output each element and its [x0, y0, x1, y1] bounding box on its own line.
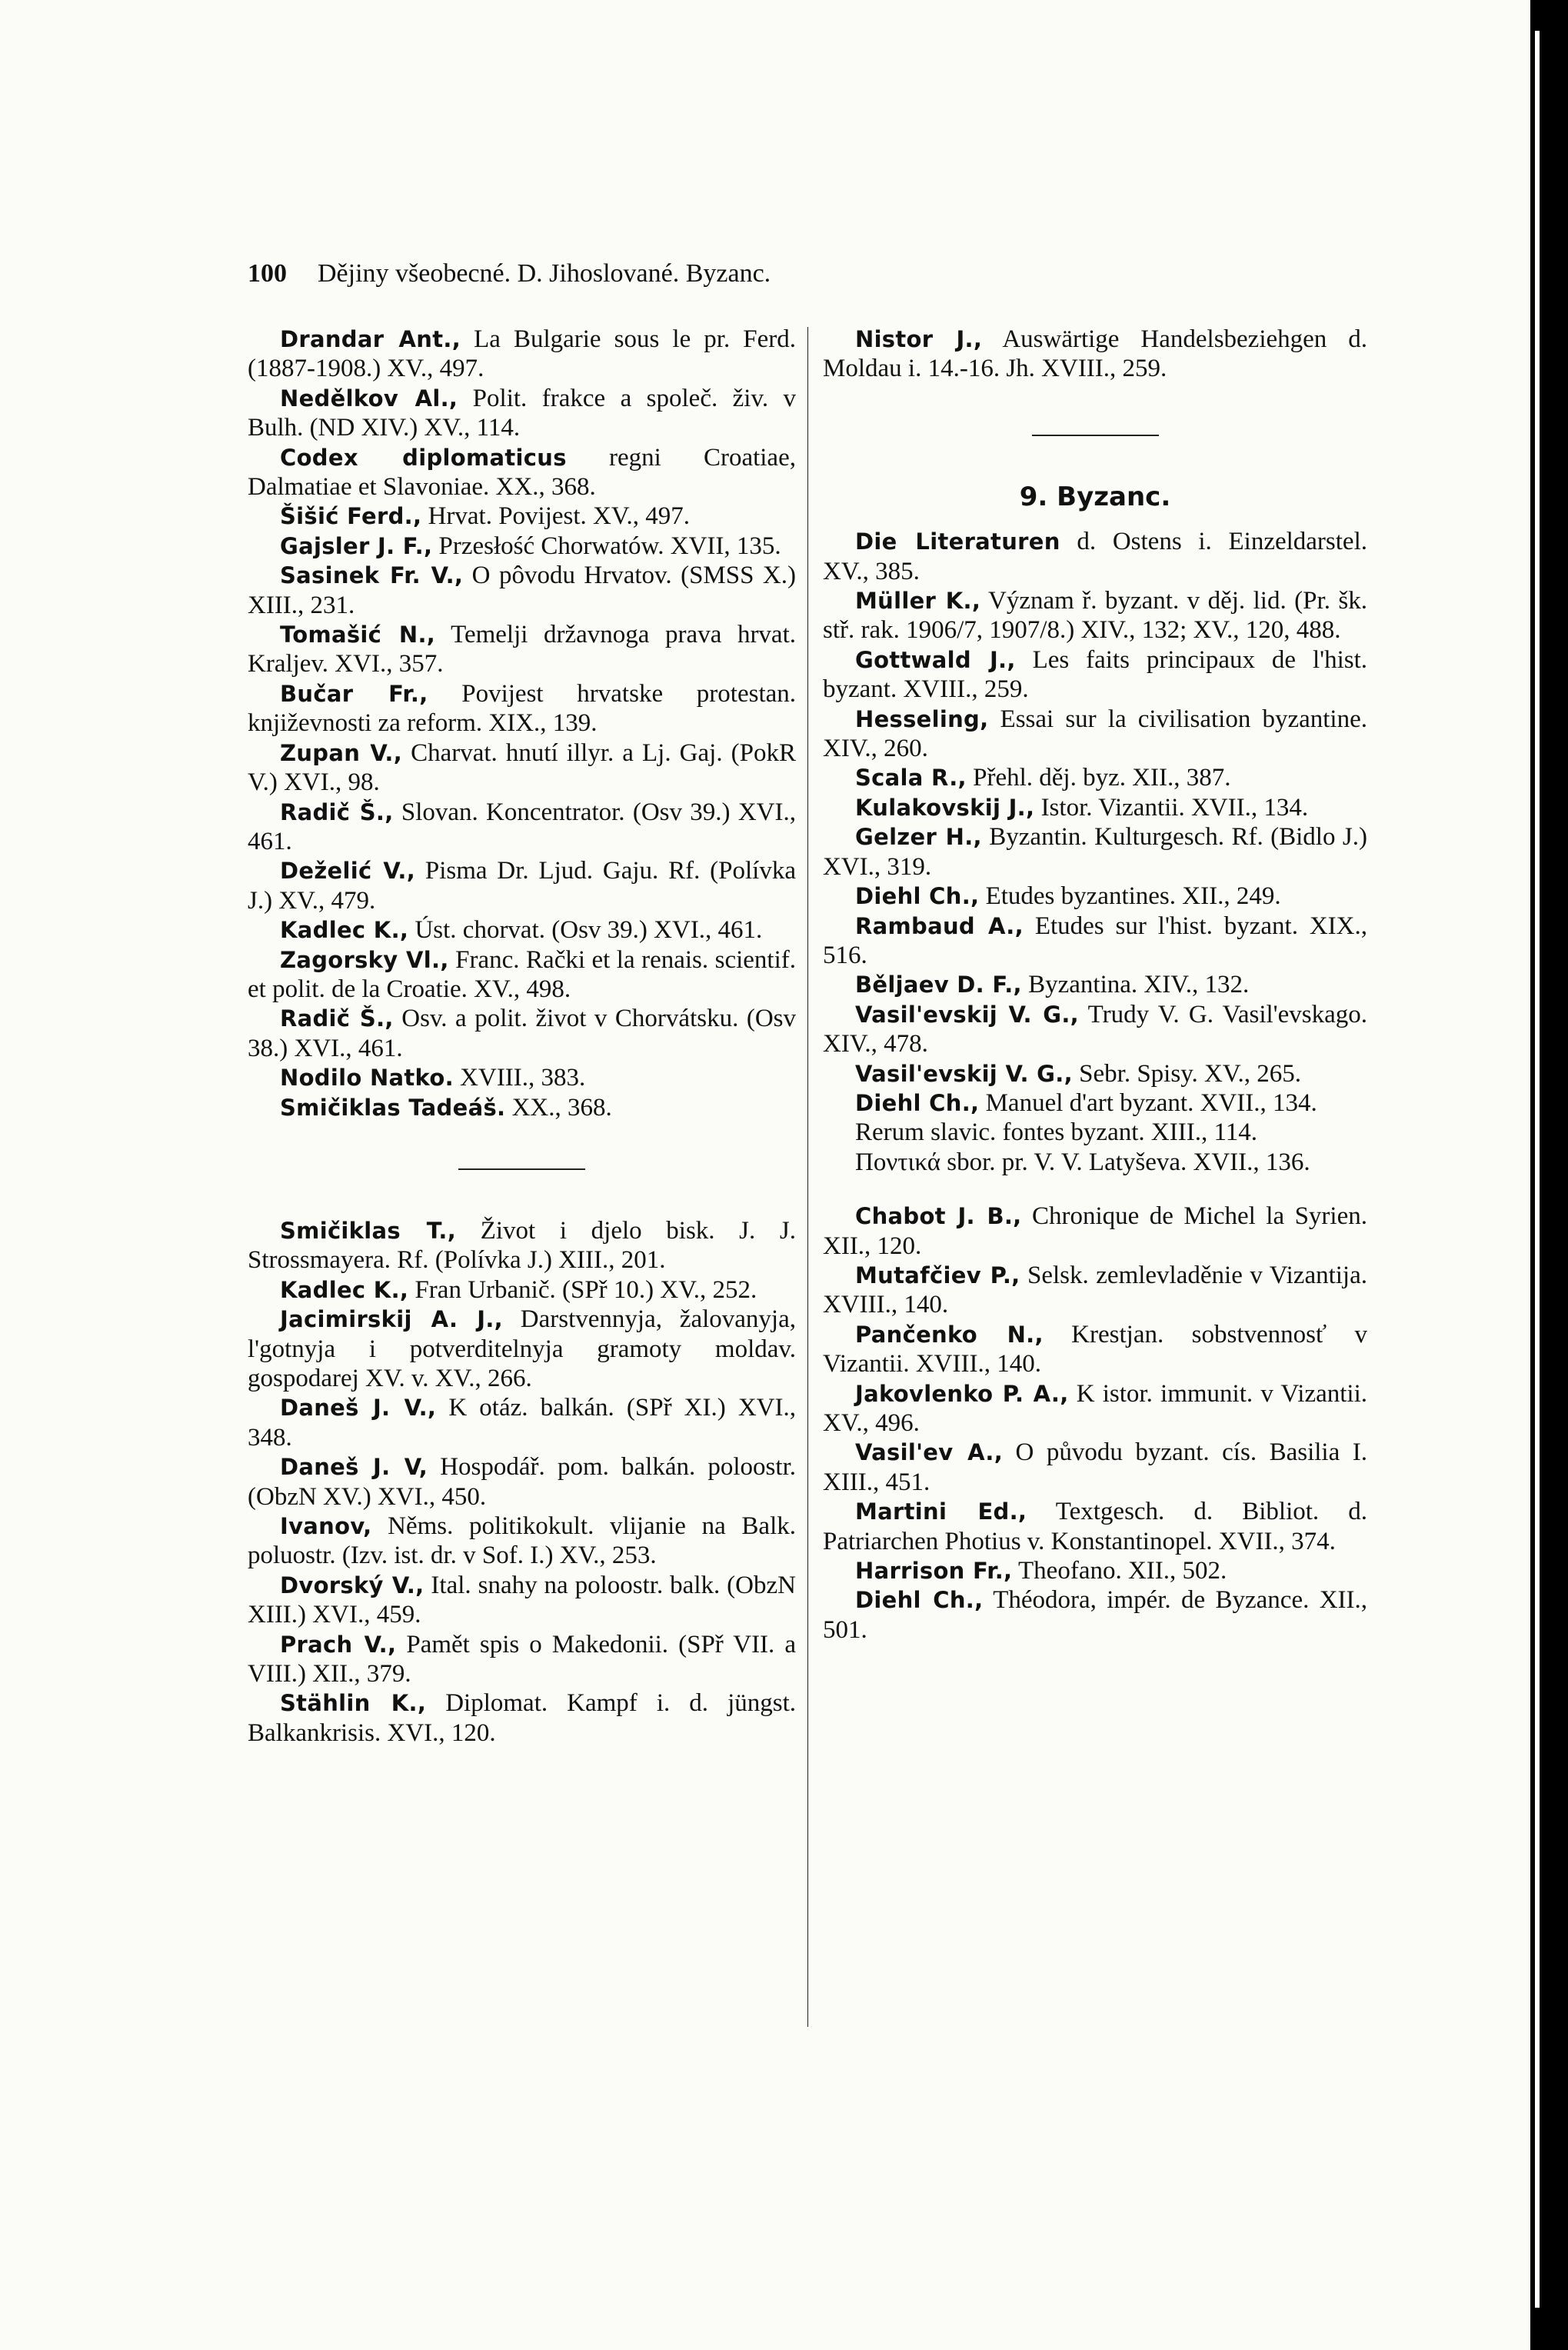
entry-text: K otáz. balkán. (SPř XI.) XVI., 348.	[248, 1394, 796, 1452]
bibliography-entry	[823, 882, 1367, 911]
entry-author: Vasil'ev A.,	[855, 1439, 1004, 1466]
entry-text: Ital. snahy na poloostr. balk. (ObzN XIII.) XVI., 459.	[248, 1571, 796, 1629]
entry-text: Pamět spis o Makedonii. (SPř VII. a VIII.) XII., 379.	[248, 1630, 796, 1688]
bibliography-entry	[823, 1000, 1367, 1059]
entry-text: Istor. Vizantii. XVII., 134.	[1034, 793, 1309, 822]
entry-author: Prach V.,	[280, 1631, 397, 1658]
bibliography-entry	[248, 856, 796, 915]
bibliography-entry	[823, 645, 1367, 705]
separator-rule	[458, 1168, 585, 1170]
entry-author: Kadlec K.,	[280, 917, 409, 944]
entry-author: Mutafčiev P.,	[855, 1262, 1020, 1288]
entry-text: Hrvat. Povijest. XV., 497.	[421, 502, 690, 531]
entry-text: Význam ř. byzant. v děj. lid. (Pr. šk. stř. rak. 1906/7, 1907/8.) XIV., 132; XV., 120, 488.	[823, 587, 1367, 645]
bibliography-entry	[823, 822, 1367, 882]
bibliography-entry	[248, 561, 796, 620]
entry-author: Martini Ed.,	[855, 1498, 1027, 1525]
entry-text: XX., 368.	[505, 1093, 612, 1122]
entry-author: Chabot J. B.,	[855, 1203, 1022, 1230]
left-group-2	[248, 1216, 796, 1748]
bibliography-entry	[248, 502, 796, 531]
bibliography-entry	[823, 1585, 1367, 1645]
entry-author: Rambaud A.,	[855, 912, 1024, 939]
entry-author: Radič Š.,	[280, 798, 394, 825]
bibliography-entry	[248, 945, 796, 1005]
entry-author: Harrison Fr.,	[855, 1558, 1013, 1585]
bibliography-entry	[248, 1688, 796, 1748]
entry-author: Radič Š.,	[280, 1005, 394, 1032]
bibliography-entry	[823, 763, 1367, 792]
bibliography-entry	[823, 912, 1367, 971]
entry-author: Nistor J.,	[855, 326, 983, 352]
bibliography-entry	[248, 915, 796, 945]
entry-text: Sebr. Spisy. XV., 265.	[1072, 1059, 1301, 1088]
bibliography-entry	[248, 679, 796, 738]
entry-author: Smičiklas T.,	[280, 1217, 457, 1244]
right-group-2	[823, 527, 1367, 1177]
bibliography-entry	[248, 443, 796, 502]
bibliography-entry	[248, 1093, 796, 1122]
entry-author: Daneš J. V.,	[280, 1395, 437, 1422]
entry-author: Gottwald J.,	[855, 646, 1016, 673]
column-rule	[807, 327, 808, 2027]
bibliography-entry	[823, 970, 1367, 999]
entry-text: XVIII., 383.	[453, 1064, 586, 1092]
running-header	[248, 259, 771, 288]
bibliography-entry	[823, 1438, 1367, 1497]
entry-text: Théodora, impér. de Byzance. XII., 501.	[823, 1586, 1367, 1644]
entry-text: O pôvodu Hrvatov. (SMSS X.) XIII., 231.	[248, 562, 797, 619]
bibliography-entry	[248, 798, 796, 857]
bibliography-entry	[823, 325, 1367, 384]
entry-text: Franc. Rački et la renais. scientif. et polit. de la Croatie. XV., 498.	[248, 945, 796, 1003]
entry-text: Chronique de Michel la Syrien. XII., 120.	[823, 1202, 1367, 1260]
bibliography-entry	[823, 1088, 1367, 1118]
bibliography-entry	[248, 325, 796, 384]
entry-author: Diehl Ch.,	[855, 883, 980, 910]
entry-author: Gelzer H.,	[855, 824, 982, 851]
bibliography-entry	[248, 1305, 796, 1393]
separator-rule	[1032, 435, 1159, 436]
entry-text: Textgesch. d. Bibliot. d. Patriarchen Photius v. Konstantinopel. XVII., 374.	[823, 1498, 1367, 1555]
entry-author: Drandar Ant.,	[280, 326, 461, 352]
entry-text: Byzantin. Kulturgesch. Rf. (Bidlo J.) XVI., 319.	[823, 823, 1367, 881]
bibliography-entry	[823, 1261, 1367, 1320]
entry-text: Trudy V. G. Vasil'evskago. XIV., 478.	[823, 1000, 1367, 1058]
right-column	[823, 325, 1367, 1645]
entry-text: Něms. politikokult. vlijanie na Balk. poluostr. (Izv. ist. dr. v Sof. I.) XV., 253.	[248, 1512, 796, 1570]
entry-author: Běljaev D. F.,	[855, 972, 1022, 998]
entry-text: Theofano. XII., 502.	[1012, 1557, 1227, 1585]
bibliography-entry	[823, 705, 1367, 764]
entry-author: Dvorský V.,	[280, 1572, 424, 1598]
entry-text: Ποντικά sbor. pr. V. V. Latyševa. XVII., 136.	[855, 1148, 1310, 1176]
bibliography-entry	[248, 1063, 796, 1092]
entry-author: Codex diplomaticus	[280, 444, 567, 471]
entry-author: Zupan V.,	[280, 739, 403, 766]
bibliography-entry	[823, 1118, 1367, 1147]
entry-author: Šišić Ferd.,	[280, 503, 422, 530]
entry-text: Etudes byzantines. XII., 249.	[979, 882, 1281, 911]
entry-text: Przesłość Chorwatów. XVII, 135.	[432, 532, 781, 560]
entry-author: Kulakovskij J.,	[855, 794, 1035, 821]
entry-author: Tomašić N.,	[280, 622, 436, 648]
entry-text: regni Croatiae, Dalmatiae et Slavoniae. XX., 368.	[248, 443, 796, 502]
entry-author: Nedělkov Al.,	[280, 385, 458, 412]
entry-author: Smičiklas Tadeáš.	[280, 1094, 506, 1121]
entry-author: Diehl Ch.,	[855, 1089, 980, 1116]
entry-author: Kadlec K.,	[280, 1276, 409, 1303]
entry-text: O původu byzant. cís. Basilia I. XIII., 451.	[823, 1438, 1368, 1496]
entry-text: Úst. chorvat. (Osv 39.) XVI., 461.	[408, 916, 763, 945]
bibliography-entry	[248, 1571, 796, 1630]
left-column	[248, 325, 796, 1748]
bibliography-entry	[248, 1275, 796, 1305]
entry-text: Les faits principaux de l'hist. byzant. XVIII., 259.	[823, 645, 1367, 704]
entry-author: Zagorsky Vl.,	[280, 946, 449, 973]
entry-text: Temelji državnoga prava hrvat. Kraljev. XVI., 357.	[248, 621, 796, 678]
entry-author: Nodilo Natko.	[280, 1065, 454, 1092]
bibliography-entry	[823, 1320, 1367, 1379]
entry-text: Etudes sur l'hist. byzant. XIX., 516.	[823, 912, 1367, 969]
entry-author: Ivanov,	[280, 1513, 372, 1540]
entry-text: Charvat. hnutí illyr. a Lj. Gaj. (PokR V.) XVI., 98.	[248, 738, 796, 797]
entry-author: Sasinek Fr. V.,	[280, 562, 464, 589]
bibliography-entry	[248, 532, 796, 561]
entry-text: Polit. frakce a společ. živ. v Bulh. (ND XIV.) XV., 114.	[248, 384, 797, 442]
section-title: 9. Byzanc.	[1019, 481, 1171, 512]
entry-author: Pančenko N.,	[855, 1321, 1044, 1348]
entry-text: Hospodář. pom. balkán. poloostr. (ObzN XV.) XVI., 450.	[248, 1453, 796, 1511]
bibliography-entry	[248, 1004, 796, 1063]
entry-text: Auswärtige Handelsbeziehgen d. Moldau i. 14.-16. Jh. XVIII., 259.	[823, 325, 1367, 383]
entry-text: Selsk. zemlevladěnie v Vizantija. XVIII., 140.	[823, 1261, 1367, 1319]
entry-text: Pisma Dr. Ljud. Gaju. Rf. (Polívka J.) XV., 479.	[248, 857, 796, 915]
entry-author: Jacimirskij A. J.,	[280, 1306, 503, 1333]
entry-text: Rerum slavic. fontes byzant. XIII., 114.	[855, 1118, 1257, 1147]
entry-author: Vasil'evskij V. G.,	[855, 1060, 1073, 1087]
bibliography-entry	[823, 793, 1367, 822]
entry-text: K istor. immunit. v Vizantii. XV., 496.	[823, 1379, 1367, 1437]
entry-author: Die Literaturen	[855, 528, 1060, 555]
entry-author: Scala R.,	[855, 765, 967, 792]
spacer	[823, 1177, 1367, 1202]
bibliography-entry	[248, 1452, 796, 1512]
entry-author: Müller K.,	[855, 588, 981, 615]
entry-author: Deželić V.,	[280, 858, 416, 885]
bibliography-entry	[823, 1059, 1367, 1088]
running-title: Dějiny všeobecné. D. Jihoslované. Byzanc.	[318, 259, 771, 288]
bibliography-entry	[823, 1497, 1367, 1556]
entry-author: Stählin K.,	[280, 1690, 427, 1717]
left-group-1	[248, 325, 796, 1122]
bibliography-entry	[823, 527, 1367, 586]
bibliography-entry	[823, 1202, 1367, 1261]
right-group-3	[823, 1202, 1367, 1645]
entry-author: Gajsler J. F.,	[280, 532, 433, 559]
entry-text: Povijest hrvatske protestan. književnosti za reform. XIX., 139.	[248, 679, 797, 738]
entry-author: Vasil'evskij V. G.,	[855, 1001, 1079, 1028]
bibliography-entry	[248, 620, 796, 679]
bibliography-entry	[248, 738, 796, 798]
bibliography-entry	[823, 1148, 1367, 1177]
bibliography-entry	[248, 1393, 796, 1452]
entry-text: Essai sur la civilisation byzantine. XIV., 260.	[823, 705, 1367, 763]
right-group-1	[823, 325, 1367, 384]
entry-text: La Bulgarie sous le pr. Ferd. (1887-1908.) XV., 497.	[248, 325, 796, 383]
bibliography-entry	[248, 1630, 796, 1689]
bibliography-entry	[248, 1216, 796, 1275]
bibliography-entry	[823, 1379, 1367, 1438]
page-edge	[1535, 31, 1540, 2308]
entry-author: Daneš J. V,	[280, 1454, 428, 1481]
entry-text: Darstvennyja, žalovanyja, l'gotnyja i potverditelnyja gramoty moldav. gospodarej XV. v. XV., 266.	[248, 1305, 796, 1392]
bibliography-entry	[248, 1512, 796, 1571]
entry-text: Byzantina. XIV., 132.	[1021, 971, 1250, 999]
entry-author: Bučar Fr.,	[280, 680, 428, 707]
bibliography-entry	[823, 1556, 1367, 1585]
entry-author: Diehl Ch.,	[855, 1587, 984, 1614]
bibliography-entry	[248, 384, 796, 443]
bibliography-entry	[823, 586, 1367, 645]
entry-author: Hesseling,	[855, 705, 989, 732]
entry-text: Diplomat. Kampf i. d. jüngst. Balkankrisis. XVI., 120.	[248, 1689, 796, 1747]
entry-text: d. Ostens i. Einzeldarstel. XV., 385.	[823, 528, 1367, 585]
entry-text: Život i djelo bisk. J. J. Strossmayera. Rf. (Polívka J.) XIII., 201.	[248, 1216, 797, 1275]
entry-text: Přehl. děj. byz. XII., 387.	[966, 764, 1231, 792]
entry-text: Osv. a polit. život v Chorvátsku. (Osv 38.) XVI., 461.	[248, 1005, 796, 1062]
entry-text: Manuel d'art byzant. XVII., 134.	[979, 1088, 1317, 1117]
entry-text: Krestjan. sobstvennosť v Vizantii. XVIII., 140.	[823, 1320, 1367, 1378]
page-number: 100	[248, 259, 287, 288]
entry-text: Slovan. Koncentrator. (Osv 39.) XVI., 461.	[248, 798, 796, 855]
entry-author: Jakovlenko P. A.,	[855, 1380, 1069, 1407]
entry-text: Fran Urbanič. (SPř 10.) XV., 252.	[408, 1275, 757, 1304]
